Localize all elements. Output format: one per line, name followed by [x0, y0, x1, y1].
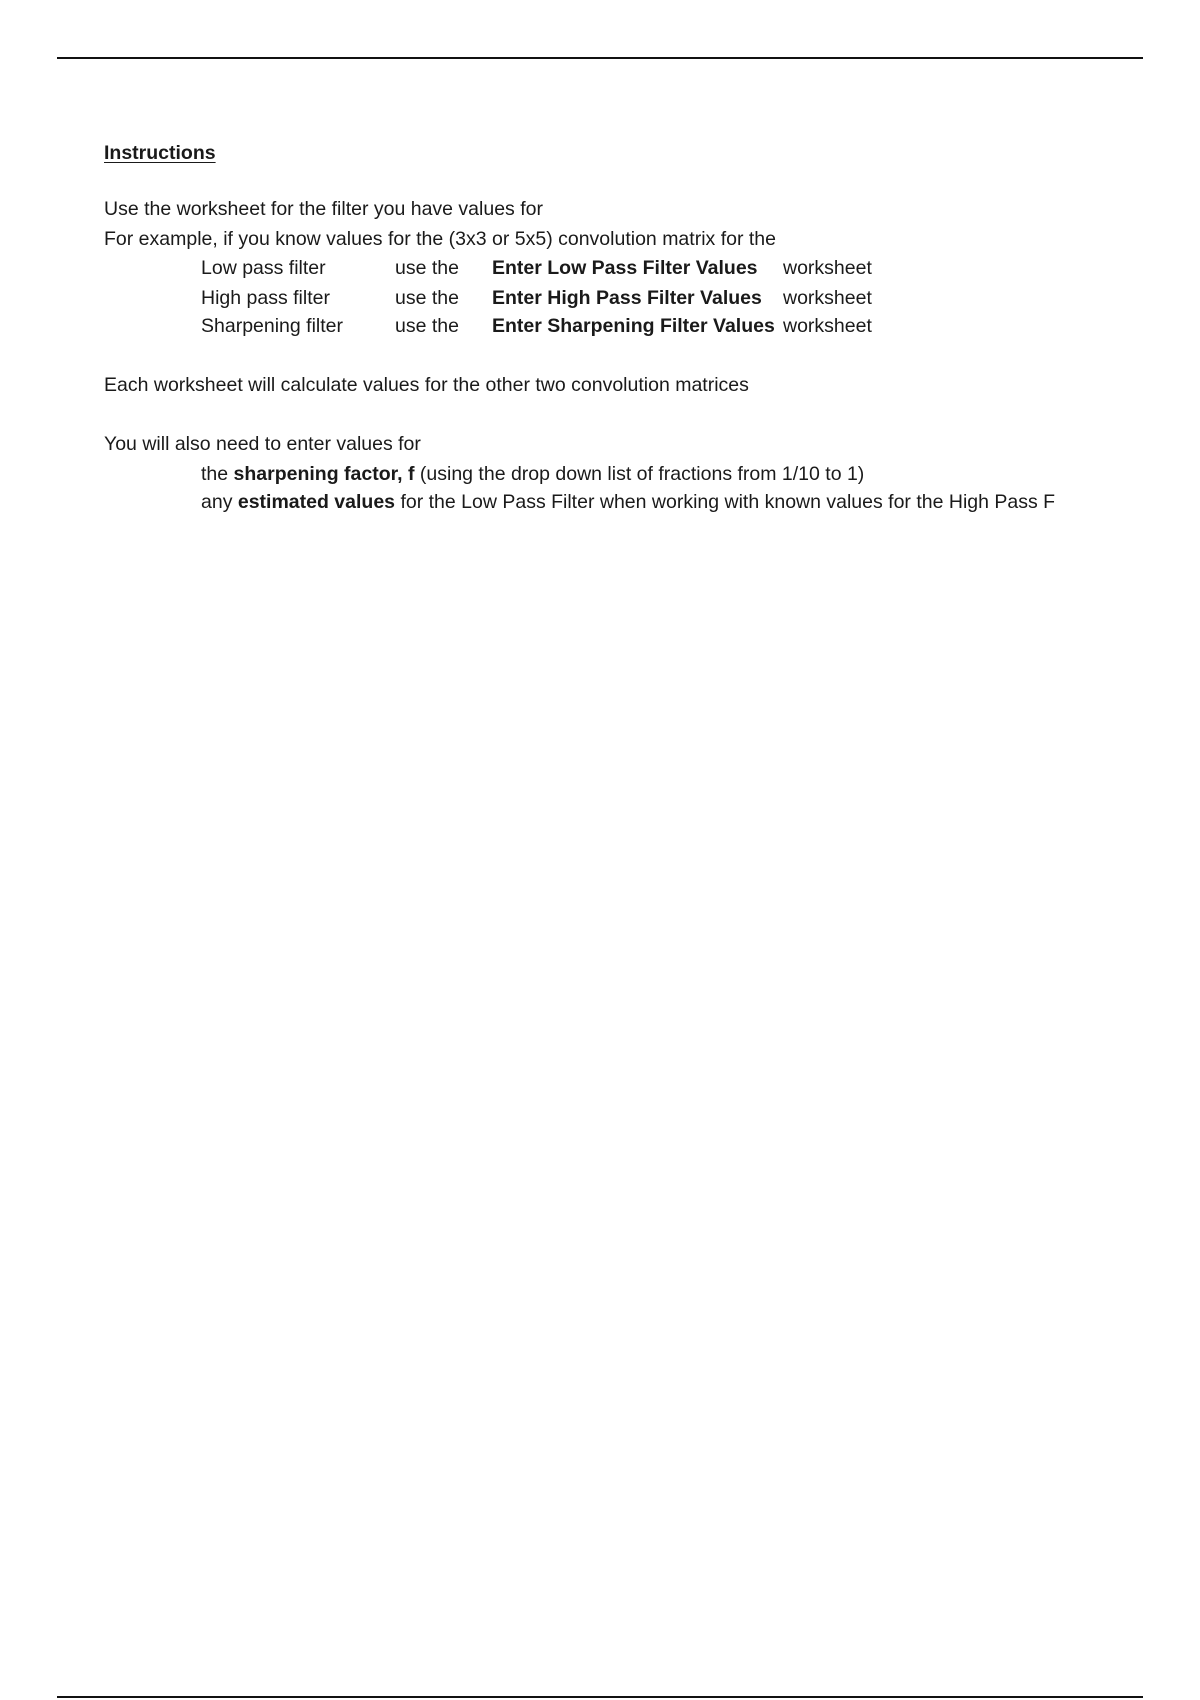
enter-values-line: You will also need to enter values for — [104, 433, 421, 455]
worksheet-suffix: worksheet — [783, 287, 872, 309]
calculation-note: Each worksheet will calculate values for the other two convolution matrices — [104, 374, 749, 396]
filter-name-high-pass: High pass filter — [201, 287, 330, 309]
use-the-text: use the — [395, 315, 459, 337]
use-the-text: use the — [395, 287, 459, 309]
sharpening-suffix: (using the drop down list of fractions from 1/10 to 1) — [414, 463, 865, 485]
instructions-title: Instructions — [104, 142, 216, 164]
worksheet-name-sharpening: Enter Sharpening Filter Values — [492, 315, 775, 337]
example-line: For example, if you know values for the (3x3 or 5x5) convolution matrix for the — [104, 228, 776, 250]
estimated-values-label: estimated values — [237, 491, 396, 513]
use-the-text: use the — [395, 257, 459, 279]
estimated-values-line — [201, 491, 1055, 513]
sharpening-prefix: the — [201, 463, 234, 485]
worksheet-name-high-pass: Enter High Pass Filter Values — [492, 287, 762, 309]
filter-name-low-pass: Low pass filter — [201, 257, 326, 279]
filter-name-sharpening: Sharpening filter — [201, 315, 344, 337]
estimated-prefix: any — [201, 491, 238, 513]
worksheet-suffix: worksheet — [783, 257, 872, 279]
sharpening-factor-label: sharpening factor, f — [233, 463, 415, 485]
estimated-suffix: for the Low Pass Filter when working with known values for the High Pass F — [395, 491, 1056, 513]
intro-line: Use the worksheet for the filter you have values for — [104, 198, 543, 220]
worksheet-suffix: worksheet — [783, 315, 872, 337]
sharpening-factor-line — [201, 463, 864, 485]
bottom-rule — [57, 1696, 1143, 1698]
worksheet-name-low-pass: Enter Low Pass Filter Values — [492, 257, 758, 279]
